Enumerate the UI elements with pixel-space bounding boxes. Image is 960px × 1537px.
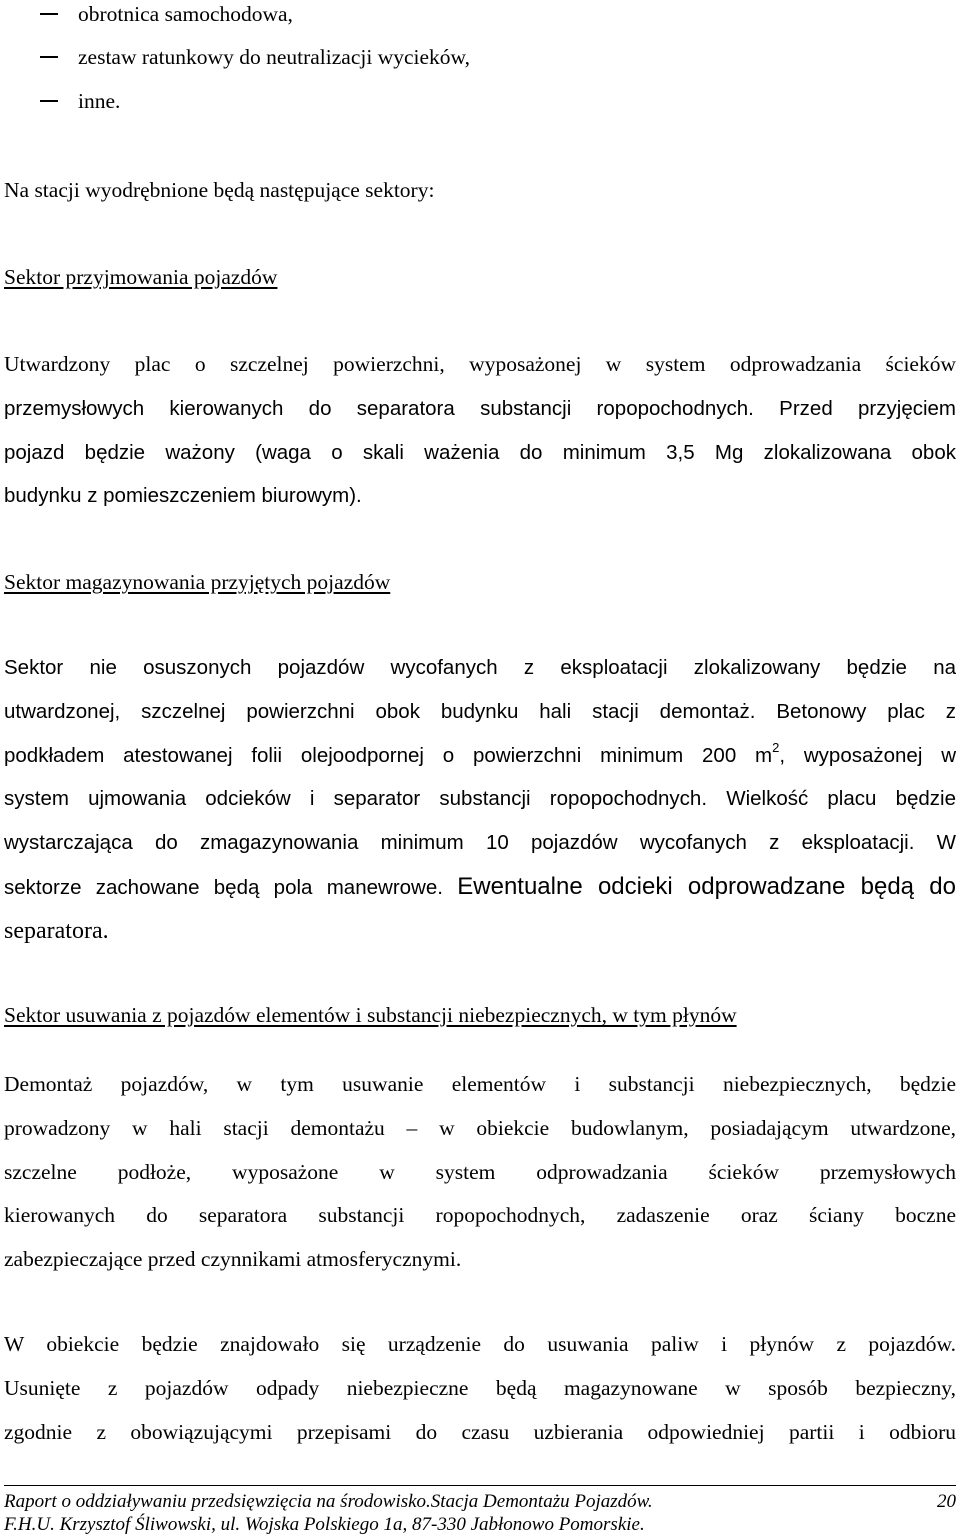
page-footer bbox=[4, 1485, 956, 1536]
paragraph-line: Demontaż pojazdów, w tym usuwanie elementów i substancji niebezpiecznych, będzie bbox=[4, 1072, 956, 1096]
paragraph-line bbox=[4, 865, 956, 910]
paragraph-line: Sektor nie osuszonych pojazdów wycofanych z eksploatacji zlokalizowany będzie na bbox=[4, 656, 956, 679]
paragraph-line: zgodnie z obowiązującymi przepisami do czasu uzbierania odpowiedniej partii i odbioru bbox=[4, 1419, 956, 1444]
paragraph-line: szczelne podłoże, wyposażone w system odprowadzania ścieków przemysłowych bbox=[4, 1159, 956, 1184]
footer-row bbox=[4, 1490, 956, 1513]
list-item-text: zestaw ratunkowy do neutralizacji wycieków, bbox=[78, 45, 471, 69]
paragraph-line: kierowanych do separatora substancji ropopochodnych, zadaszenie oraz ściany boczne bbox=[4, 1203, 956, 1228]
paragraph-line: Usunięte z pojazdów odpady niebezpieczne będą magazynowane w sposób bezpieczny, bbox=[4, 1375, 956, 1400]
sentence: sektorze zachowane będą pola manewrowe. bbox=[4, 875, 443, 899]
paragraph-line bbox=[4, 777, 956, 821]
list-item-text: obrotnica samochodowa, bbox=[78, 2, 293, 26]
list-item-text: inne. bbox=[78, 89, 121, 113]
sentence: Wielkość placu będzie bbox=[726, 787, 956, 811]
sentence: Ewentualne odcieki odprowadzane będą do bbox=[457, 872, 956, 900]
paragraph-line: W obiekcie będzie znajdowało się urządzenie do usuwania paliw i płynów z pojazdów. bbox=[4, 1332, 956, 1356]
footer-row bbox=[4, 1513, 956, 1536]
paragraph-line bbox=[4, 690, 956, 734]
page-number: 20 bbox=[937, 1491, 956, 1512]
section-reception-paragraph bbox=[4, 343, 956, 518]
paragraph-line: Utwardzony plac o szczelnej powierzchni, wyposażonej w system odprowadzania ścieków bbox=[4, 352, 956, 376]
paragraph-line bbox=[4, 734, 956, 778]
paragraph-line: pojazd będzie ważony (waga o skali ważenia do minimum 3,5 Mg zlokalizowana obok bbox=[4, 440, 956, 464]
sentence: , wyposażonej w bbox=[779, 743, 956, 767]
sentence: Betonowy plac z bbox=[776, 699, 956, 723]
superscript: 2 bbox=[772, 739, 780, 755]
dash-bullet-icon bbox=[40, 13, 58, 15]
sentence: Przed przyjęciem bbox=[779, 396, 956, 420]
sentence: przemysłowych kierowanych do separatora substancji ropopochodnych. bbox=[4, 396, 754, 420]
dash-bullet-icon bbox=[40, 100, 58, 102]
paragraph-line: prowadzony w hali stacji demontażu – w obiekcie budowlanym, posiadającym utwardzone, bbox=[4, 1115, 956, 1140]
section-storage-paragraph bbox=[4, 646, 956, 954]
footer-report-title: Raport o oddziaływaniu przedsięwzięcia na środowisko.Stacja Demontażu Pojazdów. bbox=[4, 1491, 653, 1512]
sentence: system ujmowania odcieków i separator substancji ropopochodnych. bbox=[4, 787, 708, 811]
section-removal-paragraph-1 bbox=[4, 1063, 956, 1282]
sentence: podkładem atestowanej folii olejoodpornej o powierzchni minimum 200 m bbox=[4, 743, 773, 767]
paragraph-line: budynku z pomieszczeniem biurowym). bbox=[4, 484, 362, 508]
section-heading-storage: Sektor magazynowania przyjętych pojazdów bbox=[4, 570, 391, 594]
intro-text: Na stacji wyodrębnione będą następujące sektory: bbox=[4, 178, 435, 202]
paragraph-line: separatora. bbox=[4, 917, 109, 944]
section-heading-reception: Sektor przyjmowania pojazdów bbox=[4, 265, 278, 289]
paragraph-line: zabezpieczające przed czynnikami atmosferycznymi. bbox=[4, 1247, 462, 1272]
footer-company-address: F.H.U. Krzysztof Śliwowski, ul. Wojska Polskiego 1a, 87-330 Jabłonowo Pomorskie. bbox=[4, 1514, 645, 1535]
section-removal-paragraph-2 bbox=[4, 1323, 956, 1454]
dash-bullet-icon bbox=[40, 56, 58, 58]
paragraph-line bbox=[4, 387, 956, 431]
section-heading-removal: Sektor usuwania z pojazdów elementów i substancji niebezpiecznych, w tym płynów bbox=[4, 1003, 737, 1027]
paragraph-line: wystarczająca do zmagazynowania minimum 10 pojazdów wycofanych z eksploatacji. W bbox=[4, 831, 956, 855]
sentence: utwardzonej, szczelnej powierzchni obok budynku hali stacji demontaż. bbox=[4, 699, 756, 723]
